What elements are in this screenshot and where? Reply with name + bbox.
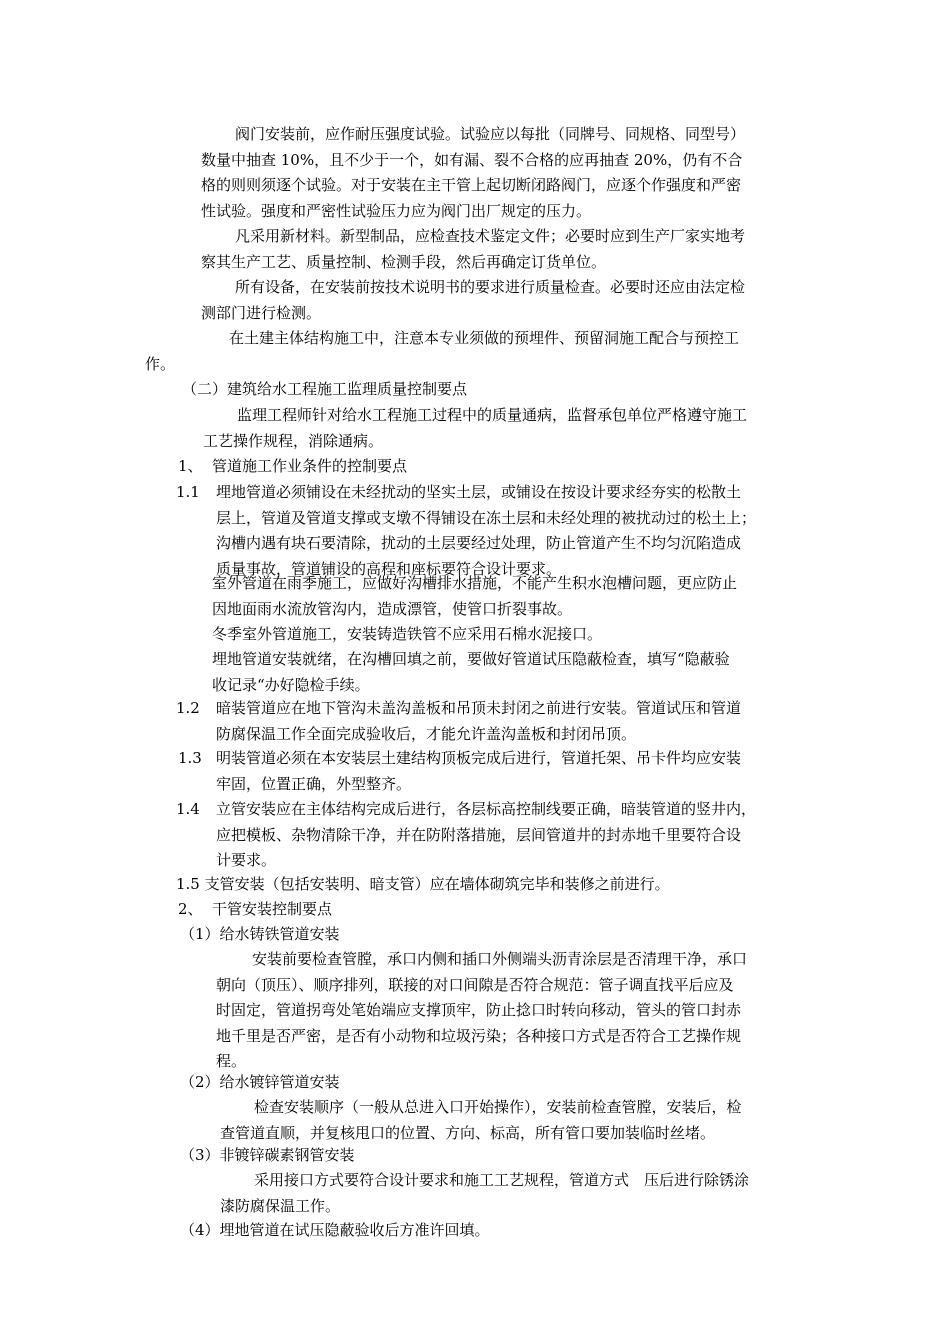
text-line: 埋地管道必须铺设在未经扰动的坚实土层，或铺设在按设计要求经夯实的松散土 xyxy=(216,483,742,501)
text-line: 地千里是否严密，是否有小动物和垃圾污染；各种接口方式是否符合工艺操作规 xyxy=(216,1026,742,1045)
text-line: 作。 xyxy=(145,354,176,373)
subsection-text xyxy=(216,947,747,1075)
item-text xyxy=(216,696,741,747)
item-text xyxy=(216,746,741,797)
item-number: 1.1 xyxy=(176,483,200,501)
subsection-heading: （2）给水镀锌管道安装 xyxy=(180,1073,340,1091)
text-line: 所有设备，在安装前按技术说明书的要求进行质量检查。必要时还应由法定检 xyxy=(235,278,746,296)
heading-number: 1、 xyxy=(178,457,203,475)
text-line: 测部门进行检测。 xyxy=(201,303,322,322)
text-line: 性试验。强度和严密性试验压力应为阀门出厂规定的压力。 xyxy=(201,201,592,220)
text-line: 质量事故，管道铺设的高程和座标要符合设计要求。 xyxy=(216,559,562,578)
text-line: 防腐保温工作全面完成验收后，才能允许盖沟盖板和封闭吊顶。 xyxy=(216,724,637,743)
text-line: 计要求。 xyxy=(216,851,277,869)
text-line: 安装前要检查管膛，承口内侧和插口外侧端头沥青涂层是否清理干净，承口 xyxy=(252,950,748,968)
text-line: 室外管道在雨季施工，应做好沟槽排水措施，不能产生积水泡槽问题，更应防止 xyxy=(212,574,738,592)
text-line: 暗装管道应在地下管沟未盖沟盖板和吊顶未封闭之前进行安装。管道试压和管道 xyxy=(216,699,742,717)
section-heading: （二）建筑给水工程施工监理质量控制要点 xyxy=(182,380,468,398)
text-line: 漆防腐保温工作。 xyxy=(220,1196,341,1215)
text-line: 工艺操作规程，消除通病。 xyxy=(203,431,384,450)
text-line: 牢固，位置正确，外型整齐。 xyxy=(216,774,412,793)
paragraph-buried-pipe xyxy=(212,647,730,698)
text-line: 阀门安装前，应作耐压强度试验。试验应以每批（同牌号、同规格、同型号） xyxy=(235,125,746,143)
text-line: 数量中抽查 10%，且不少于一个，如有漏、裂不合格的应再抽查 20%，仍有不合 xyxy=(201,150,743,169)
text-line: 时固定，管道拐弯处笔始端应支撑顶牢，防止捻口时转向移动，管头的管口封赤 xyxy=(216,1001,742,1019)
heading-text: 干管安装控制要点 xyxy=(212,900,333,918)
paragraph-supervision xyxy=(203,403,747,454)
text-line: 监理工程师针对给水工程施工过程中的质量通病，监督承包单位严格遵守施工 xyxy=(237,406,748,424)
subsection-heading: （3）非镀锌碳素钢管安装 xyxy=(180,1146,355,1164)
text-line: 察其生产工艺、质量控制、检测手段，然后再确定订货单位。 xyxy=(201,252,607,271)
text-line: 应把模板、杂物清除干净，并在防附落措施，层间管道井的封赤地千里要符合设 xyxy=(216,825,742,844)
item-text: 1.5 支管安装（包括安装明、暗支管）应在墙体砌筑完毕和装修之前进行。 xyxy=(176,875,670,893)
text-line: 检查安装顺序（一般从总进入口开始操作），安装前检查管膛，安装后，检 xyxy=(254,1098,742,1116)
paragraph-valve-test xyxy=(201,122,745,224)
text-line: 立管安装应在主体结构完成后进行，各层标高控制线要正确，暗装管道的竖井内， xyxy=(216,800,757,818)
text-line: 因地面雨水流放管沟内，造成漂管，使管口折裂事故。 xyxy=(212,599,573,618)
subsection-text xyxy=(220,1168,749,1219)
text-line: 收记录“办好隐检手续。 xyxy=(212,675,370,694)
text-line: 查管道直顺，并复核甩口的位置、方向、标高，所有管口要加装临时丝堵。 xyxy=(220,1123,716,1142)
text-line: 朝向（顶压）、顺序排列，联接的对口间隙是否符合规范：管子调直找平后应及 xyxy=(216,975,734,994)
text-line: 程。 xyxy=(216,1052,247,1070)
text-line: 层上，管道及管道支撑或支墩不得铺设在冻土层和未经处理的被扰动过的松土上； xyxy=(216,508,757,527)
text-line: 明装管道必须在本安装层土建结构顶板完成后进行，管道托架、吊卡件均应安装 xyxy=(216,749,742,767)
paragraph-equipment-check xyxy=(201,275,745,326)
heading-number: 2、 xyxy=(178,900,203,918)
paragraph-winter: 冬季室外管道施工，安装铸造铁管不应采用石棉水泥接口。 xyxy=(212,625,603,643)
paragraph-embedded-parts xyxy=(145,326,739,377)
subsection-heading: （1）给水铸铁管道安装 xyxy=(180,925,340,943)
item-text xyxy=(216,480,756,582)
paragraph-new-materials xyxy=(201,224,745,275)
text-line: 埋地管道安装就绪，在沟槽回填之前，要做好管道试压隐蔽检查，填写“隐蔽验 xyxy=(212,650,730,668)
text-line: 在土建主体结构施工中，注意本专业须做的预埋件、预留洞施工配合与预控工 xyxy=(229,329,740,347)
item-number: 1.3 xyxy=(178,749,202,767)
item-number: 1.2 xyxy=(176,699,200,717)
text-line: 凡采用新材料。新型制品，应检查技术鉴定文件；必要时应到生产厂家实地考 xyxy=(235,227,746,245)
item-text xyxy=(216,797,756,874)
item-number: 1.4 xyxy=(176,800,200,818)
text-line: 格的则则须逐个试验。对于安装在主干管上起切断闭路阀门，应逐个作强度和严密 xyxy=(201,176,742,194)
heading-text: 管道施工作业条件的控制要点 xyxy=(212,457,408,475)
text-line: 沟槽内遇有块石要清除，扰动的土层要经过处理，防止管道产生不均匀沉陷造成 xyxy=(216,534,742,552)
paragraph-rainy-season xyxy=(212,571,737,622)
subsection-heading: （4）埋地管道在试压隐蔽验收后方准许回填。 xyxy=(180,1221,490,1239)
text-line: 采用接口方式要符合设计要求和施工工艺规程，管道方式 压后进行除锈涂 xyxy=(254,1171,750,1189)
subsection-text xyxy=(220,1095,742,1146)
